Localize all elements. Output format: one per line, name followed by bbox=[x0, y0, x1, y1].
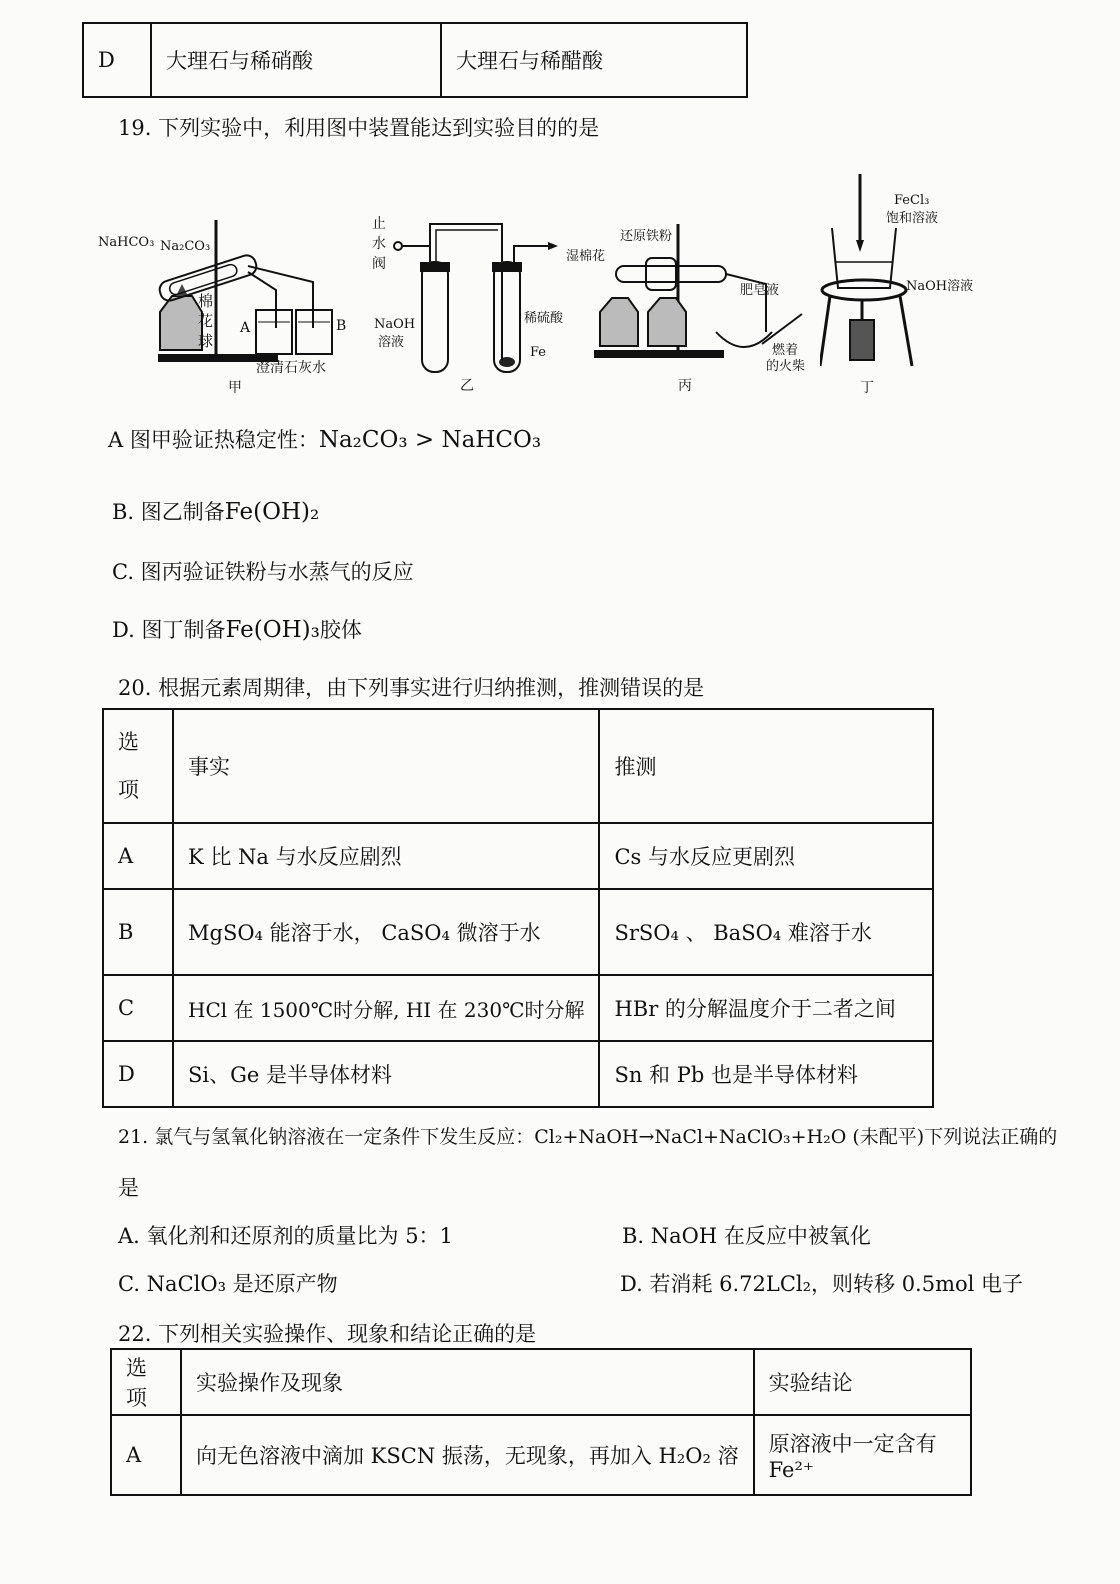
svg-text:B: B bbox=[336, 318, 347, 334]
header-operation: 实验操作及现象 bbox=[181, 1349, 754, 1415]
cell-guess: 大理石与稀醋酸 bbox=[441, 23, 747, 97]
formula: Fe(OH)₂ bbox=[224, 499, 320, 525]
table-row: C HCl 在 1500℃时分解, HI 在 230℃时分解 HBr 的分解温度介于二者之间 bbox=[103, 975, 933, 1041]
table-row: B MgSO₄ 能溶于水， CaSO₄ 微溶于水 SrSO₄ 、 BaSO₄ 难溶于水 bbox=[103, 889, 933, 975]
cell-option: D bbox=[83, 23, 151, 97]
q19-option-a: A 图甲验证热稳定性：Na₂CO₃ > NaHCO₃ bbox=[108, 427, 542, 453]
svg-text:丙: 丙 bbox=[678, 378, 692, 394]
header-fact: 事实 bbox=[173, 709, 599, 823]
formula: Fe(OH)₃ bbox=[225, 617, 320, 643]
q19-option-d: D. 图丁制备Fe(OH)₃胶体 bbox=[112, 617, 362, 643]
svg-text:阀: 阀 bbox=[372, 256, 386, 272]
svg-text:丁: 丁 bbox=[860, 380, 874, 396]
table-row: D Si、Ge 是半导体材料 Sn 和 Pb 也是半导体材料 bbox=[103, 1041, 933, 1107]
svg-text:NaOH: NaOH bbox=[374, 317, 416, 332]
table-row: A 向无色溶液中滴加 KSCN 振荡，无现象，再加入 H₂O₂ 溶 原溶液中一定含有 Fe²⁺ bbox=[111, 1415, 971, 1495]
q21-stem-line2: 是 bbox=[118, 1176, 139, 1200]
figure-jia bbox=[98, 200, 358, 400]
svg-text:饱和溶液: 饱和溶液 bbox=[886, 211, 939, 226]
svg-text:甲: 甲 bbox=[228, 380, 242, 396]
q21-option-c: C. NaClO₃ 是还原产物 bbox=[118, 1272, 338, 1296]
table-header-row bbox=[103, 709, 933, 823]
svg-text:Na₂CO₃: Na₂CO₃ bbox=[160, 239, 211, 254]
q22-stem: 22. 下列相关实验操作、现象和结论正确的是 bbox=[118, 1322, 537, 1346]
q21-option-b: B. NaOH 在反应中被氧化 bbox=[622, 1224, 871, 1248]
q21-stem-line1: 21. 氯气与氢氧化钠溶液在一定条件下发生反应：Cl₂+NaOH→NaCl+NaClO₃+H₂O (未配平)下列说法正确的 bbox=[118, 1126, 1058, 1148]
figure-bing bbox=[566, 214, 816, 400]
svg-text:水: 水 bbox=[372, 236, 386, 252]
q19-stem: 19. 下列实验中，利用图中装置能达到实验目的的是 bbox=[118, 116, 600, 140]
header-guess: 推测 bbox=[599, 709, 933, 823]
q22-table bbox=[110, 1348, 972, 1496]
svg-text:乙: 乙 bbox=[460, 378, 474, 394]
svg-text:FeCl₃: FeCl₃ bbox=[894, 193, 930, 208]
svg-text:澄清石灰水: 澄清石灰水 bbox=[256, 360, 326, 376]
q21-option-a: A. 氧化剂和还原剂的质量比为 5：1 bbox=[118, 1224, 453, 1248]
header-option: 选 项 bbox=[103, 709, 173, 823]
q19-option-b: B. 图乙制备Fe(OH)₂ bbox=[112, 499, 320, 525]
svg-text:的火柴: 的火柴 bbox=[766, 359, 806, 374]
svg-text:稀硫酸: 稀硫酸 bbox=[524, 311, 564, 326]
svg-text:花: 花 bbox=[198, 312, 214, 330]
svg-text:NaHCO₃: NaHCO₃ bbox=[98, 235, 155, 250]
cell-fact: 大理石与稀硝酸 bbox=[151, 23, 441, 97]
svg-text:溶液: 溶液 bbox=[378, 335, 405, 350]
header-conclusion: 实验结论 bbox=[754, 1349, 971, 1415]
svg-text:棉: 棉 bbox=[198, 292, 214, 310]
q20-table bbox=[102, 708, 934, 1108]
figure-ding bbox=[820, 170, 990, 400]
svg-text:A: A bbox=[240, 320, 251, 336]
svg-text:Fe: Fe bbox=[530, 345, 547, 360]
q21-option-d: D. 若消耗 6.72LCl₂，则转移 0.5mol 电子 bbox=[620, 1272, 1024, 1296]
svg-text:燃着: 燃着 bbox=[772, 343, 799, 358]
header-option: 选项 bbox=[111, 1349, 181, 1415]
top-table bbox=[82, 22, 748, 98]
svg-text:还原铁粉: 还原铁粉 bbox=[620, 229, 673, 244]
table-header-row bbox=[111, 1349, 971, 1415]
svg-text:肥皂液: 肥皂液 bbox=[740, 283, 780, 298]
table-row: A K 比 Na 与水反应剧烈 Cs 与水反应更剧烈 bbox=[103, 823, 933, 889]
formula: Na₂CO₃ > NaHCO₃ bbox=[318, 427, 542, 453]
q20-stem: 20. 根据元素周期律，由下列事实进行归纳推测，推测错误的是 bbox=[118, 676, 705, 700]
table-row bbox=[83, 23, 747, 97]
svg-text:球: 球 bbox=[198, 332, 214, 350]
q19-option-c: C. 图丙验证铁粉与水蒸气的反应 bbox=[112, 560, 414, 584]
svg-text:止: 止 bbox=[372, 216, 386, 232]
svg-text:湿棉花: 湿棉花 bbox=[566, 249, 606, 264]
figure-yi bbox=[370, 210, 580, 400]
svg-text:NaOH溶液: NaOH溶液 bbox=[906, 279, 974, 294]
